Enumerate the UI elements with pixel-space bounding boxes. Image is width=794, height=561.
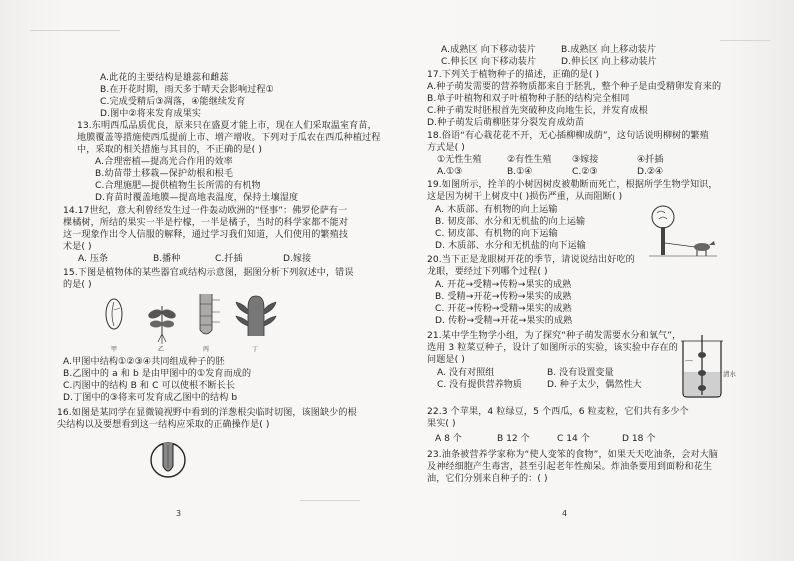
text-line: 这一现象作出令人信服的解释，通过学习我们知道，人们使用的繁殖技: [63, 230, 349, 240]
option-a: A.成熟区 向下移动装片: [441, 45, 536, 55]
option-line: A.甲图中结构①②③④共同组成种子的胚: [63, 357, 225, 367]
right-page: [397, 0, 794, 561]
bleed-through-mark: [30, 30, 120, 31]
option-line: D. 传粉→受精→开花→果实的成熟: [435, 316, 573, 326]
choice-4: ④扦插: [637, 155, 664, 165]
option-b: B.播种: [153, 254, 181, 264]
option-line: A. 木质部、有机物的向上运输: [435, 205, 558, 215]
choice-3: ③嫁接: [572, 155, 599, 165]
text-line: 术是( ): [63, 242, 92, 252]
option-b: B. 没有设置变量: [547, 368, 614, 378]
figure-label-yi: 乙: [158, 346, 165, 353]
text-line: 棵橘树，所结的果实一半是柠檬，一半是橘子，当时的科学家都不能对: [63, 218, 349, 228]
option-c: C 14 个: [557, 434, 590, 444]
option-line: B. 受精→开花→传粉→果实的成熟: [435, 292, 572, 302]
text-line: 这是因为树干上树皮中( )损伤严重，从而阻断( ): [427, 192, 623, 202]
text-line: 问题是( ): [427, 355, 465, 365]
option-a: A. 压条: [78, 254, 109, 264]
option-line: B.乙图中的 a 和 b 是由甲图中的①发育而成的: [63, 369, 252, 379]
question-14: 14.17世纪，意大利曾经发生过一件轰动欧洲的“怪事”：佛罗伦萨有一: [63, 206, 348, 216]
option-d: D.②④: [637, 167, 664, 177]
question-19: 19.如图所示，拴羊的小树因树皮被勒断而死亡，根据所学生物学知识，: [427, 180, 718, 190]
option-line: C.种子萌发时胚根首先突破种皮向地生长，并发育成根: [427, 106, 648, 116]
bleed-through-mark: [300, 500, 360, 501]
root-tip-diagram: [200, 294, 220, 334]
text-line: 果实( ): [427, 419, 456, 429]
question-21: 21.某中学生物学小组，为了探究“种子萌发需要水分和氧气”，: [427, 331, 682, 341]
text-line: 地膜覆盖等措施使西瓜提前上市、增产增收。下列对于瓜农在西瓜种植过程: [77, 133, 381, 143]
option-line: B.幼苗带土移栽—保护幼根和根毛: [95, 169, 234, 179]
seedling-diagram: [147, 306, 177, 344]
question-13: 13.东明西瓜品质优良，原来只在盛夏才能上市，现在人们采取温室育苗，: [77, 121, 377, 131]
option-b: B.成熟区 向上移动装片: [561, 45, 657, 55]
beaker-experiment-figure: [679, 333, 737, 399]
question-23: 23.油条被营养学家称为“使人变笨的食物”，如果天天吃油条，会对大脑: [427, 450, 719, 460]
option-line: D. 木质部、水分和无机盐的向下运输: [435, 241, 586, 251]
text-line: A.此花的主要结构是雄蕊和雌蕊: [100, 73, 229, 83]
question-18: 18.俗语“有心栽花花不开，无心插柳柳成荫”，这句话说明柳树的繁殖: [427, 131, 709, 141]
page-number: 4: [562, 509, 568, 518]
text-line: 龙眼，要经过下列哪个过程( ): [427, 267, 548, 277]
text-line: 方式是( ): [427, 143, 465, 153]
bud-diagram: [236, 296, 276, 336]
option-c: C.伸长区 向下移动装片: [441, 57, 537, 67]
choice-2: ②有性生殖: [507, 155, 552, 165]
option-line: C. 韧皮部、有机物的向下运输: [435, 229, 558, 239]
seed-diagram: [106, 299, 122, 329]
text-line: 及神经细胞产生毒害，甚至引起老年性痴呆。炸油条要用到面粉和花生: [427, 462, 713, 472]
option-c: C.②③: [572, 167, 598, 177]
option-line: D.种子萌发后萌柳胚芽分裂发育成幼苗: [427, 118, 585, 128]
option-line: A.种子萌发需要的营养物质都来自于胚乳，整个种子是由受精卵发育来的: [427, 82, 722, 92]
text-line: B.在开花时期，雨天多于晴天会影响过程①: [100, 85, 274, 95]
option-line: A. 开花→受精→传粉→果实的成熟: [435, 280, 572, 290]
option-c: C.扦插: [215, 254, 243, 264]
option-a: A 8 个: [435, 434, 462, 444]
question-20: 20.当下正是龙眼树开花的季节，请说说结出好吃的: [427, 255, 635, 265]
text-line: 中，采取的相关措施与其目的，不正确的是( ): [77, 145, 262, 155]
option-line: B. 韧皮部、水分和无机盐的向上运输: [435, 217, 586, 227]
text-line: C.完成受精后③凋落，④能继续发育: [100, 97, 246, 107]
option-line: C.合理施肥—提供植物生长所需的有机物: [95, 181, 261, 191]
text-line: 选用 3 粒菜豆种子，设计了如图所示的实验，该实验中存在的: [427, 343, 678, 353]
figure-label-bing: 丙: [203, 346, 210, 353]
option-line: A.合理密植—提高光合作用的效率: [95, 157, 233, 167]
option-a: A. 没有对照组: [437, 368, 495, 378]
text-line: 的是( ): [63, 280, 92, 290]
figure-label-ding: 丁: [252, 346, 259, 353]
question-22: 22.3 个苹果，4 粒绿豆，5 个西瓜，6 粒麦粒，它们共有多少个: [427, 407, 689, 417]
option-d: D.伸长区 向上移动装片: [561, 57, 657, 67]
option-d: D. 种子太少，偶然性大: [547, 380, 642, 390]
figure-label-jia: 甲: [111, 346, 118, 353]
option-d: D.嫁接: [283, 254, 312, 264]
tree-goat-figure: [647, 203, 719, 261]
question-17: 17.下列关于植物种子的描述，正确的是( ): [427, 70, 600, 80]
option-line: D.育苗时覆盖地膜—提高地表温度，保持土壤湿度: [95, 193, 299, 203]
question-15: 15.下图是植物体的某些器官或结构示意图，据图分析下列叙述中，错误: [63, 268, 354, 278]
option-b: B.①④: [507, 167, 533, 177]
option-line: B.单子叶植物和双子叶植物种子胚的结构完全相同: [427, 94, 630, 104]
text-line: 尖结构以及要想看到这一结构应采取的正确操作是( ): [57, 420, 270, 430]
option-line: C.丙图中的结构 B 和 C 可以使根不断长长: [63, 381, 236, 391]
option-c: C. 没有提供营养物质: [437, 380, 522, 390]
plant-structures-figure: [100, 292, 280, 354]
option-a: A.①③: [437, 167, 463, 177]
bleed-through-mark: [720, 40, 770, 41]
beaker-label: 清水: [723, 370, 736, 378]
option-line: D.丁图中的③将来可发育成乙图中的结构 b: [63, 393, 238, 403]
option-b: B 12 个: [497, 434, 530, 444]
option-d: D 18 个: [622, 434, 656, 444]
page-number: 3: [176, 509, 182, 518]
text-line: 油，它们分别来自种子的：( ): [427, 474, 548, 484]
choice-1: ①无性生殖: [437, 155, 482, 165]
microscope-view-figure: [148, 440, 188, 480]
option-line: C. 开花→传粉→受精→果实的成熟: [435, 304, 572, 314]
text-line: D.图中②将来发育成果实: [100, 109, 202, 119]
question-16: 16.如图是某同学在显微镜视野中看到的洋葱根尖临时切图，该图缺少的根: [57, 408, 357, 418]
